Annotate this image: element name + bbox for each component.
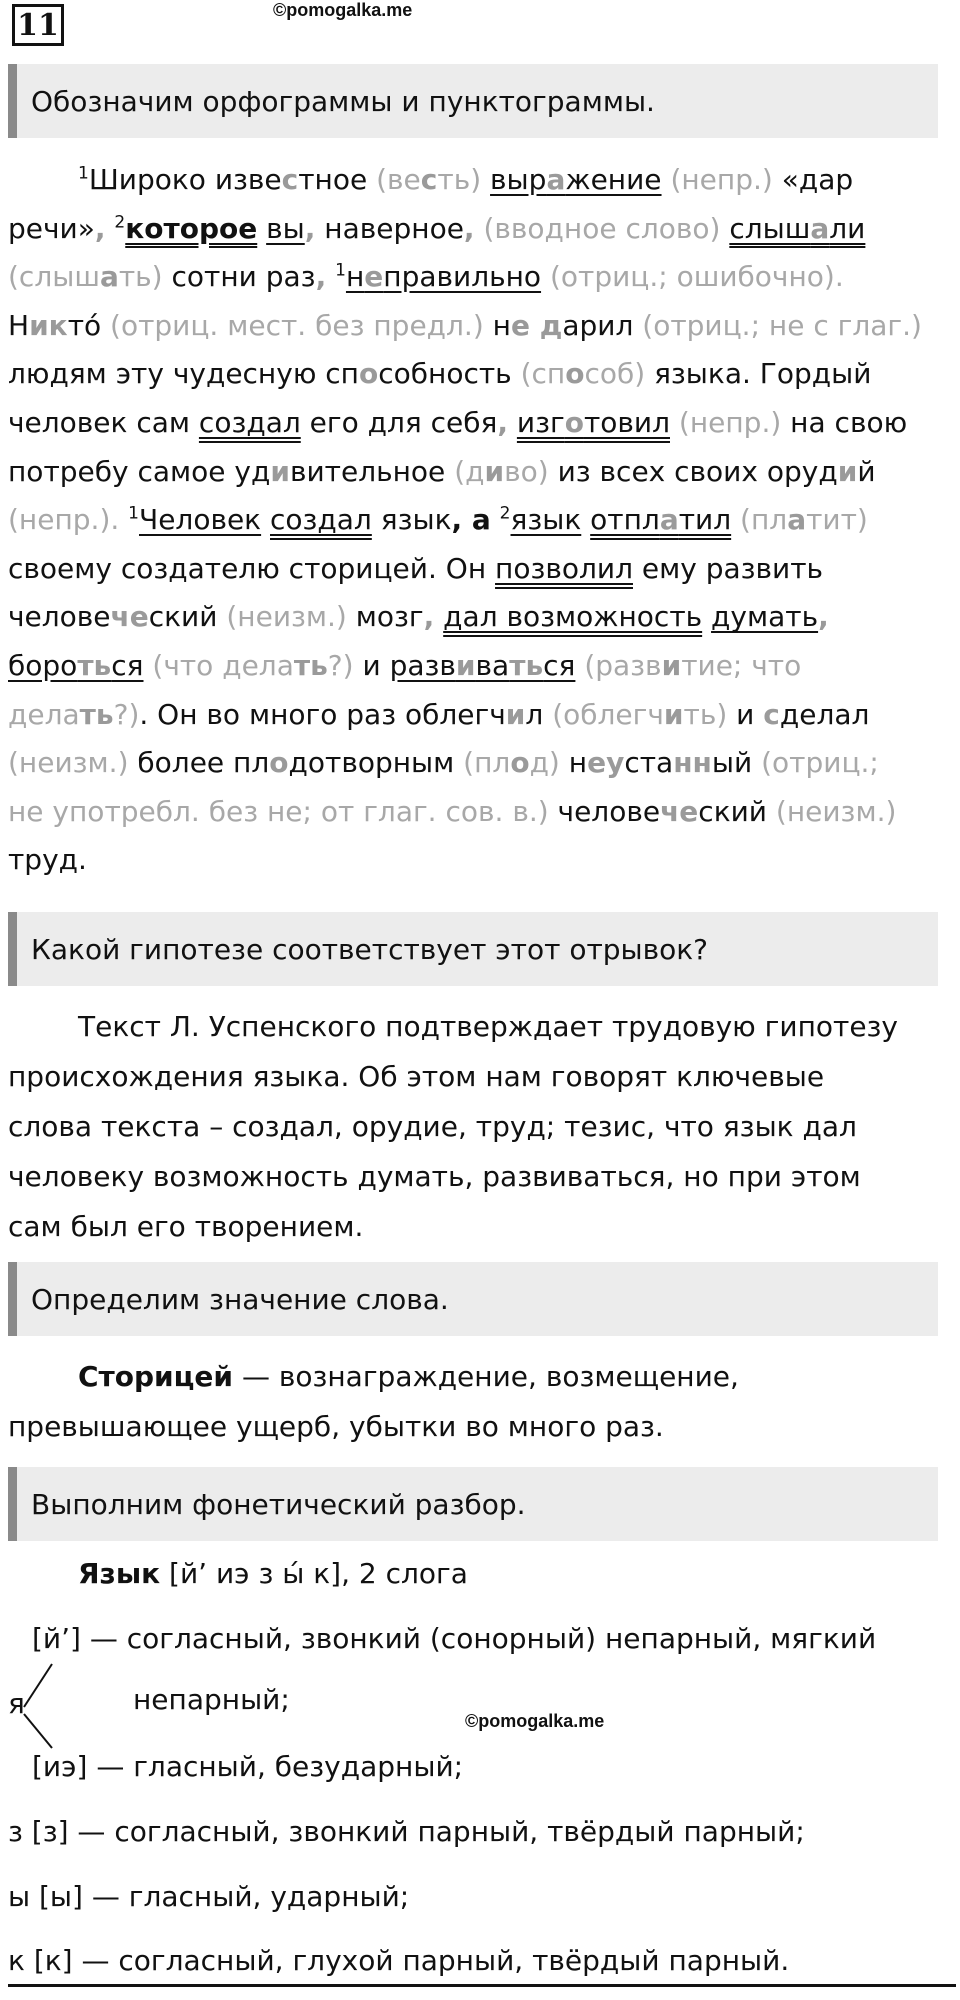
section-title: Определим значение слова. xyxy=(31,1282,449,1316)
answer-line: сам был его творением. xyxy=(8,1210,364,1243)
answer-text xyxy=(8,1002,936,1252)
task-number-badge: 11 xyxy=(12,4,64,46)
phonetic-word: Язык xyxy=(78,1557,161,1590)
watermark-top: ©pomogalka.me xyxy=(273,0,413,20)
section-banner-hypothesis xyxy=(8,912,938,986)
section-title: Какой гипотезе соответствует этот отрывок? xyxy=(31,932,709,966)
text-line-1: $^1$Широко известное (весть) выражение (непр.) «дар xyxy=(78,163,854,196)
text-line-10: человеческий (неизм.) мозг, дал возможность думать, xyxy=(8,600,829,634)
definition-line-2: превышающее ущерб, убытки во много раз. xyxy=(8,1410,664,1443)
phonetic-row-y: ы [ы] — гласный, ударный; xyxy=(8,1880,410,1913)
phonetic-row-z: з [з] — согласный, звонкий парный, твёрдый парный; xyxy=(8,1815,805,1848)
text-line-11: бороться (что делать?) и развиваться (развитие; что xyxy=(8,648,802,682)
section-banner-orthograms xyxy=(8,64,938,138)
text-line-15: труд. xyxy=(8,843,87,877)
text-line-6: человек сам создал его для себя, изготовил (непр.) на свою xyxy=(8,405,908,439)
text-line-12: делать?). Он во много раз облегчил (облегчить) и сделал xyxy=(8,697,870,731)
answer-line: слова текста – создал, орудие, труд; тезис, что язык дал xyxy=(8,1110,857,1143)
text-line-4: Никтó (отриц. мест. без предл.) не дарил (отриц.; не с глаг.) xyxy=(8,308,922,342)
answer-line: происхождения языка. Об этом нам говорят ключевые xyxy=(8,1060,825,1093)
text-line-14: не употребл. без не; от глаг. сов. в.) человеческий (неизм.) xyxy=(8,794,897,828)
text-line-7: потребу самое удивительное (диво) из всех своих орудий xyxy=(8,454,876,488)
section-title: Обозначим орфограммы и пунктограммы. xyxy=(31,84,655,118)
watermark-middle: ©pomogalka.me xyxy=(465,1711,605,1731)
section-banner-meaning xyxy=(8,1262,938,1336)
bottom-divider xyxy=(8,1984,956,1987)
phonetic-letter-ya: я xyxy=(8,1687,25,1720)
text-line-2: речи», $^2$которое вы, наверное, (вводное слово) слышали xyxy=(8,211,866,245)
phonetic-row-k: к [к] — согласный, глухой парный, твёрдый парный. xyxy=(8,1944,790,1977)
text-line-9: своему создателю сторицей. Он позволил ему развить xyxy=(8,551,824,585)
answer-line: человеку возможность думать, развиваться, но при этом xyxy=(8,1160,861,1193)
text-line-5: людям эту чудесную способность (способ) языка. Гордый xyxy=(8,357,872,391)
text-line-3: (слышать) сотни раз, $^1$неправильно (отриц.; ошибочно). xyxy=(8,260,844,294)
phonetic-row-j: [й’] — согласный, звонкий (сонорный) непарный, мягкий xyxy=(32,1622,877,1655)
section-title: Выполним фонетический разбор. xyxy=(31,1487,526,1521)
definition-term: Сторицей xyxy=(78,1360,234,1393)
phonetic-row-j-cont: непарный; xyxy=(133,1683,290,1716)
phonetic-transcription: [й’ иэ з ы́ к], 2 слога xyxy=(160,1557,468,1590)
text-line-13: (неизм.) более плодотворным (плод) неустанный (отриц.; xyxy=(8,746,879,780)
annotated-text xyxy=(8,156,936,885)
phonetic-header xyxy=(78,1557,468,1590)
section-banner-phonetic xyxy=(8,1467,938,1541)
phonetic-bracket-lines xyxy=(14,1652,74,1762)
text-line-8: (непр.). $^1$Человек создал язык, а $^2$язык отплатил (платит) xyxy=(8,503,868,537)
definition-block xyxy=(8,1352,936,1452)
answer-line: Текст Л. Успенского подтверждает трудовую гипотезу xyxy=(78,1010,898,1043)
definition-line-1 xyxy=(8,1352,936,1402)
definition-text: — вознаграждение, возмещение, xyxy=(233,1360,739,1393)
phonetic-row-i: [иэ] — гласный, безударный; xyxy=(32,1750,464,1783)
